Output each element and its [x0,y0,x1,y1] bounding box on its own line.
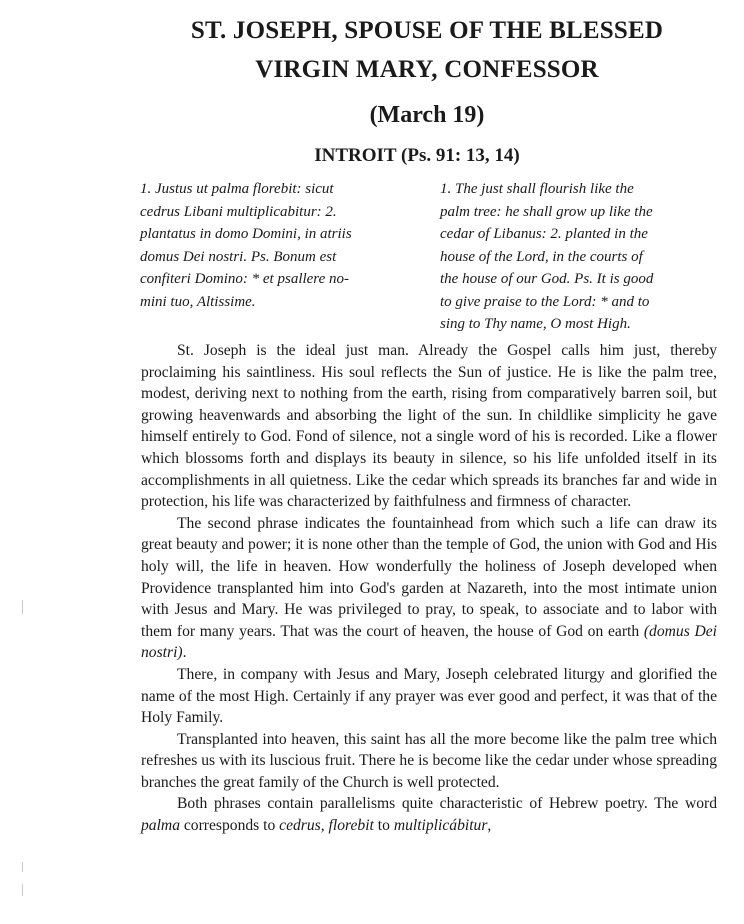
scan-margin-mark [22,884,23,896]
latin-line: mini tuo, Altissime. [140,293,256,310]
latin-line: cedrus Libani multiplicabitur: 2. [140,203,337,220]
latin-line: confiteri Domino: * et psallere no- [140,271,349,287]
commentary-paragraph: St. Joseph is the ideal just man. Already the Gospel calls him just, thereby proclaiming his saintliness. His soul reflects the Sun of justice. He is like the palm tree, modest, deriving next to nothing from the earth, rising from comparatively barren soil, but growing heavenwards and absorbing the light of the sun. In childlike simplicity he gave himself entirely to God. Fond of silence, not a single word of his is recorded. Like a flower which blossoms forth and displays its beauty in silence, so his life unfolded itself in its accomplishments in all quietness. Like the cedar which spreads its branches far and wide in protection, his life was characterized by faithfulness and firmness of character. [141,342,717,511]
feast-date: (March 19) [369,102,485,128]
latin-line: plantatus in domo Domini, in atriis [140,226,352,242]
introit-heading: INTROIT (Ps. 91: 13, 14) [314,145,520,166]
scan-margin-mark [22,600,23,614]
english-introit-column [440,178,716,336]
commentary-body [141,340,717,837]
page-title-line-2: VIRGIN MARY, CONFESSOR [255,56,599,83]
english-line: palm tree: he shall grow up like the [440,203,653,220]
english-line: house of the Lord, in the courts of [440,248,643,265]
latin-line: 1. Justus ut palma florebit: sicut [140,181,334,197]
commentary-paragraph: There, in company with Jesus and Mary, Joseph celebrated liturgy and glorified the name of the most High. Certainly if any prayer was ever good and perfect, it was that of the Holy Family. [141,665,717,727]
latin-line: domus Dei nostri. Ps. Bonum est [140,248,337,265]
page-title-line-1: ST. JOSEPH, SPOUSE OF THE BLESSED [190,17,664,44]
latin-introit-column [140,178,420,313]
scan-margin-mark [22,862,23,872]
commentary-paragraph: The second phrase indicates the fountainhead from which such a life can draw its great beauty and power; it is none other than the temple of God, the union with God and His holy will, the life in heaven. How wonderfully the holiness of Joseph developed when Providence transplanted him into God's garden at Nazareth, into the most intimate union with Jesus and Mary. He was privileged to pray, to speak, to associate and to labor with them for many years. That was the court of heaven, the house of God on earth (domus Dei nostri). [141,514,717,662]
english-line: the house of our God. Ps. It is good [440,271,654,287]
commentary-paragraph: Both phrases contain parallelisms quite characteristic of Hebrew poetry. The word palma corresponds to cedrus, florebit to multiplicábitur, [141,795,717,835]
english-line: cedar of Libanus: 2. planted in the [440,226,648,242]
english-line: 1. The just shall flourish like the [440,181,634,197]
commentary-paragraph: Transplanted into heaven, this saint has all the more become like the palm tree which refreshes us with its luscious fruit. There he is become like the cedar under whose spreading branches the great family of the Church is well protected. [141,730,717,791]
english-line: sing to Thy name, O most High. [440,316,631,332]
english-line: to give praise to the Lord: * and to [440,293,650,310]
